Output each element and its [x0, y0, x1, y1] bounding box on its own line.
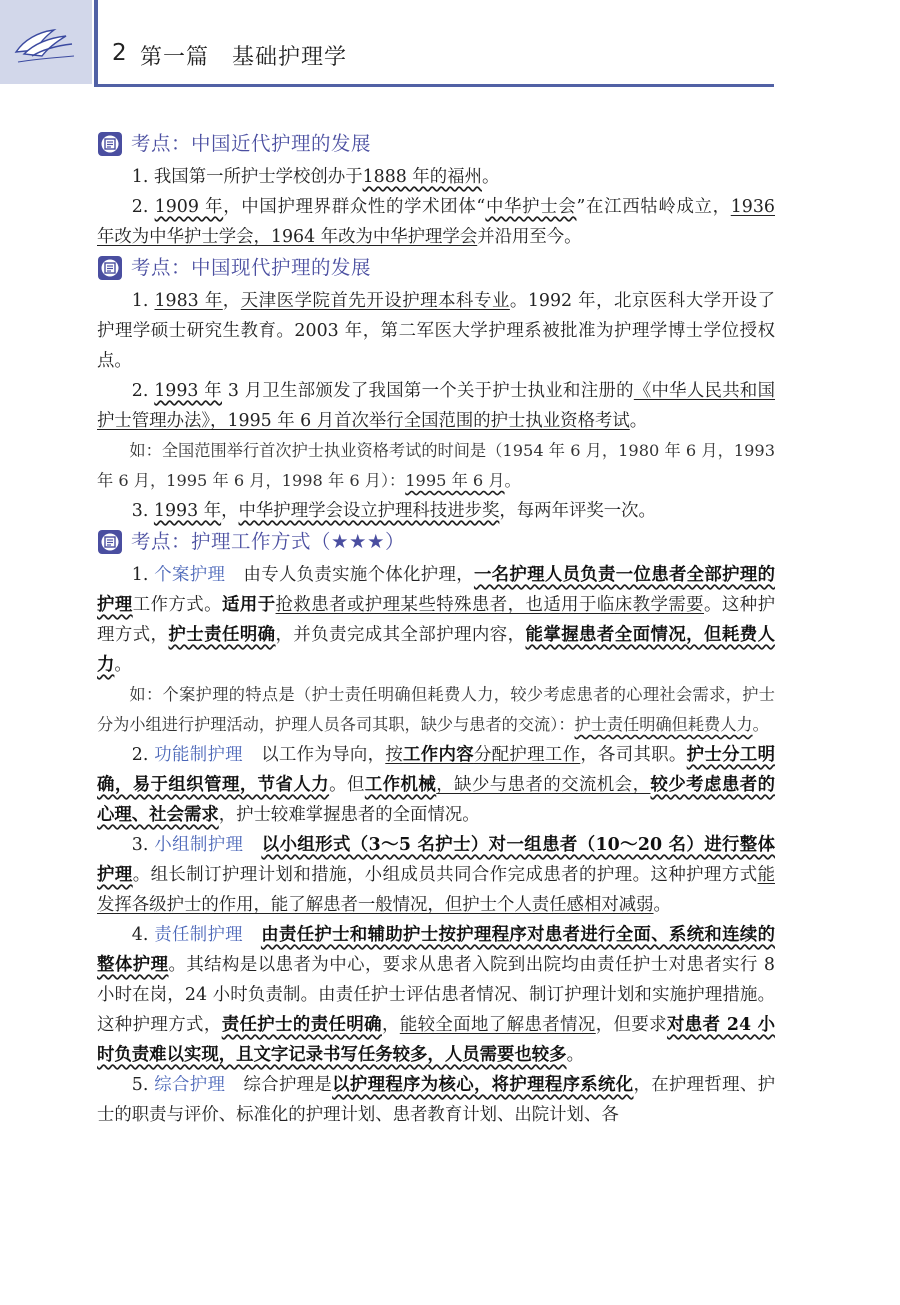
- keypoint-heading: [97, 128, 775, 160]
- paragraph-team-nursing: 3. 小组制护理 以小组形式（3～5 名护士）对一组患者（10～20 名）进行整体护理。组长制订护理计划和措施，小组成员共同合作完成患者的护理。这种护理方式能发挥各级护士的作用，能了解患者一般情况，但护士个人责任感相对减弱。: [97, 835, 775, 915]
- paragraph-integrated-nursing: 5. 综合护理 综合护理是以护理程序为核心，将护理程序系统化，在护理哲理、护士的职责与评价、标准化的护理计划、患者教育计划、出院计划、各: [97, 1075, 775, 1125]
- header-title: 第一篇 基础护理学: [140, 45, 348, 70]
- flying-book-logo-icon: [10, 22, 80, 70]
- page-header: [0, 0, 900, 100]
- keypoint-heading: [97, 526, 775, 558]
- paragraph: 1. 我国第一所护士学校创办于1888 年的福州。: [131, 167, 500, 187]
- paragraph: 1. 1983 年，天津医学院首先开设护理本科专业。1992 年，北京医科大学开设了护理学硕士研究生教育。2003 年，第二军医大学护理系被批准为护理学博士学位授权点。: [97, 291, 775, 371]
- page-number: 2: [112, 40, 127, 66]
- paragraph-primary-nursing: 4. 责任制护理 由责任护士和辅助护士按护理程序对患者进行全面、系统和连续的整体护理。其结构是以患者为中心，要求从患者入院到出院均由责任护士对患者实行 8 小时在岗，24 小时负责制。由责任护士评估患者情况、制订护理计划和实施护理措施。这种护理方式，责任护士的责任明确，能较全面地了解患者情况，但要求对患者 24 小时负责难以实现，且文字记录书写任务较多，人员需要也较多。: [97, 925, 775, 1065]
- paragraph: 2. 1993 年 3 月卫生部颁发了我国第一个关于护士执业和注册的《中华人民共和国护士管理办法》，1995 年 6 月首次举行全国范围的护士执业资格考试。: [97, 381, 776, 431]
- paragraph-case-nursing: 1. 个案护理 由专人负责实施个体化护理，一名护理人员负责一位患者全部护理的护理工作方式。适用于抢救患者或护理某些特殊患者，也适用于临床教学需要。这种护理方式，护士责任明确，并负责完成其全部护理内容，能掌握患者全面情况，但耗费人力。: [97, 565, 775, 675]
- page-body: [97, 128, 775, 1130]
- paragraph-functional-nursing: 2. 功能制护理 以工作为导向，按工作内容分配护理工作，各司其职。护士分工明确，易于组织管理，节省人力。但工作机械，缺少与患者的交流机会，较少考虑患者的心理、社会需求，护士较难掌握患者的全面情况。: [97, 745, 775, 825]
- keypoint-heading: [97, 252, 775, 284]
- corner-band: [0, 0, 92, 84]
- section-nursing-work-modes: [97, 526, 775, 1130]
- paragraph: 3. 1993 年，中华护理学会设立护理科技进步奖，每两年评奖一次。: [131, 501, 656, 521]
- section-contemporary-history: [97, 252, 775, 526]
- header-vertical-rule: [94, 0, 98, 84]
- header-horizontal-rule: [94, 84, 774, 87]
- example-paragraph: 如：全国范围举行首次护士执业资格考试的时间是（1954 年 6 月，1980 年 6 月，1993 年 6 月，1995 年 6 月，1998 年 6 月）：1995 年 6 月。: [97, 441, 775, 490]
- notepad-icon: [97, 255, 123, 281]
- section-modern-history: [97, 128, 775, 252]
- notepad-icon: [97, 131, 123, 157]
- notepad-icon: [97, 529, 123, 555]
- example-paragraph: 如：个案护理的特点是（护士责任明确但耗费人力，较少考虑患者的心理社会需求，护士分为小组进行护理活动，护理人员各司其职，缺少与患者的交流）：护士责任明确但耗费人力。: [97, 685, 775, 734]
- keypoint-title: 考点：护理工作方式（★★★）: [131, 530, 405, 553]
- keypoint-title: 考点：中国现代护理的发展: [131, 256, 372, 279]
- keypoint-title: 考点：中国近代护理的发展: [131, 132, 372, 155]
- paragraph: 2. 1909 年，中国护理界群众性的学术团体“中华护士会”在江西牯岭成立，1936 年改为中华护士学会，1964 年改为中华护理学会并沿用至今。: [97, 197, 775, 247]
